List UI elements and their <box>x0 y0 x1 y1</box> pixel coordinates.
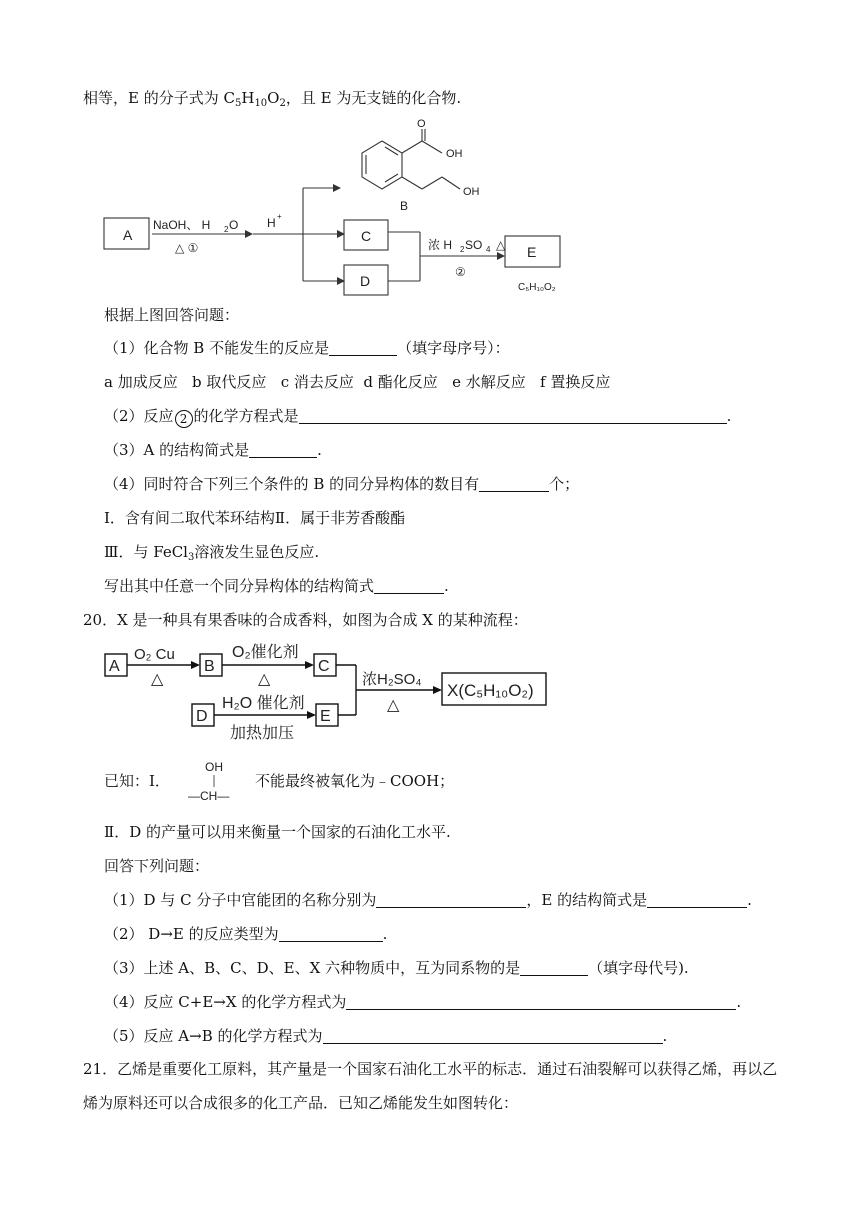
q19-q1 <box>104 338 510 358</box>
q20-q3 <box>104 958 689 978</box>
q19-q4-tail: 个； <box>549 475 580 493</box>
q20-q1-text2: ，E 的结构简式是 <box>526 891 648 909</box>
known-oh: OH <box>205 760 223 774</box>
q20-q2-text: （2） D→E 的反应类型为 <box>104 925 279 943</box>
q19-q2-blank <box>299 407 727 424</box>
intro-h: H <box>241 89 255 107</box>
scheme-so4: SO <box>465 238 483 252</box>
q19-q1-text: （1）化合物 B 不能发生的反应是 <box>104 339 330 357</box>
flow-box-x: X(C₅H₁₀O₂) <box>447 681 534 700</box>
scheme-so4-sub: 4 <box>486 245 491 254</box>
q19-write-text: 写出其中任意一个同分异构体的结构简式 <box>104 577 375 595</box>
intro-line: 相等，E 的分子式为 $C_5H_{10}O_2$，且 E 为无支链的化合物. <box>83 89 462 109</box>
q20-q1-blank1 <box>376 891 526 908</box>
synthesis-scheme-2 <box>100 638 560 748</box>
flow-o2cat: O₂催化剂 <box>232 644 299 661</box>
intro-text: 相等，E 的分子式为 C <box>83 89 235 107</box>
q20-q5 <box>104 1026 667 1046</box>
q20-title: 20．X 是一种具有果香味的合成香料，如图为合成 X 的某种流程： <box>83 611 528 629</box>
q19-q1-blank <box>329 339 397 356</box>
intro-tail: ，且 E 为无支链的化合物. <box>285 89 462 107</box>
scheme-naoh-o: O <box>229 218 239 232</box>
q20-q2-blank <box>279 925 383 942</box>
q19-q2-text2: 的化学方程式是 <box>193 407 299 425</box>
scheme-box-d: D <box>360 273 371 289</box>
q19-write-blank <box>374 577 444 594</box>
q19-write-end: . <box>444 577 449 595</box>
q20-q5-end: . <box>662 1027 668 1045</box>
q19-options: a 加成反应 b 取代反应 c 消去反应 d 酯化反应 e 水解反应 f 置换反应 <box>104 373 611 391</box>
q20-q4-text: （4）反应 C+E→X 的化学方程式为 <box>104 993 347 1011</box>
q20-q5-blank <box>323 1027 663 1044</box>
flow-box-b: B <box>204 658 215 675</box>
q19-q2 <box>104 406 731 428</box>
q19-q1-tail: （填字母序号）： <box>397 339 510 357</box>
q19-cond3-sub: 3 <box>187 552 195 563</box>
q20-q4-end: . <box>736 993 742 1011</box>
flow-box-c: C <box>318 658 330 675</box>
q19-q3-end: . <box>317 441 322 459</box>
scheme-box-e: E <box>527 244 537 260</box>
q20-known2: Ⅱ．D 的产量可以用来衡量一个国家的石油化工水平. <box>104 823 451 841</box>
q19-q2-end: . <box>726 407 732 425</box>
q20-q4 <box>104 992 741 1012</box>
scheme-box-c: C <box>361 228 372 244</box>
scheme-circle2: ② <box>455 265 466 279</box>
scheme-conc: 浓 H <box>428 238 453 252</box>
scheme-delta1: △ ① <box>175 241 199 255</box>
flow-delta2: △ <box>258 671 271 688</box>
flow-box-d: D <box>196 708 208 725</box>
q20-q3-tail: （填字母代号). <box>588 959 689 977</box>
q20-q1-text: （1）D 与 C 分子中官能团的名称分别为 <box>104 891 377 909</box>
q20-q2-end: . <box>382 925 388 943</box>
q19-cond3-tail: 溶液发生显色反应. <box>194 543 320 561</box>
scheme-e-formula: C₅H₁₀O₂ <box>518 282 556 293</box>
scheme-oh1: OH <box>446 148 463 160</box>
q19-q3-text: （3）A 的结构简式是 <box>104 441 250 459</box>
scheme-box-a: A <box>123 227 133 243</box>
flow-h2o: H₂O 催化剂 <box>222 695 305 712</box>
scheme-hplus: H <box>267 216 276 230</box>
q19-q4 <box>104 474 579 494</box>
q20-q1-blank2 <box>647 891 747 908</box>
flow-box-a: A <box>109 658 120 675</box>
q21-line1: 21．乙烯是重要化工原料，其产量是一个国家石油化工水平的标志．通过石油裂解可以获得乙烯，再以乙 <box>83 1060 778 1078</box>
q19-cond3-text: Ⅲ．与 FeCl <box>104 543 188 561</box>
q20-known-text: 不能最终被氧化为﹣COOH； <box>255 772 455 790</box>
q19-q3-blank <box>249 441 317 458</box>
scheme-o: O <box>417 118 426 130</box>
known-ch: —CH— <box>188 789 230 803</box>
q20-q5-text: （5）反应 A→B 的化学方程式为 <box>104 1027 323 1045</box>
q21-line2: 烯为原料还可以合成很多的化工产品．已知乙烯能发生如图转化： <box>83 1094 519 1112</box>
q19-write <box>104 576 449 596</box>
q19-q3 <box>104 440 322 460</box>
q19-q4-blank <box>479 475 549 492</box>
q19-q4-text: （4）同时符合下列三个条件的 B 的同分异构体的数目有 <box>104 475 480 493</box>
scheme-oh2: OH <box>463 186 480 198</box>
q20-q3-text: （3）上述 A、B、C、D、E、X 六种物质中，互为同系物的是 <box>104 959 521 977</box>
known-structure <box>185 758 250 808</box>
q19-q2-text: （2）反应 <box>104 407 174 425</box>
scheme-naoh: NaOH、 H <box>153 218 211 232</box>
intro-o: O <box>267 89 280 107</box>
scheme-label-b: B <box>400 199 409 213</box>
q20-q3-blank <box>520 959 588 976</box>
flow-o2cu: O₂ Cu <box>134 646 175 663</box>
flow-box-e: E <box>320 708 331 725</box>
scheme-conc-sub: 2 <box>460 245 465 254</box>
q20-q1-end: . <box>747 891 752 909</box>
q19-q2-circle: 2 <box>175 410 193 428</box>
flow-delta1: △ <box>151 671 164 688</box>
q20-answer: 回答下列问题： <box>104 857 210 875</box>
flow-conc: 浓H₂SO₄ <box>362 671 422 688</box>
reaction-scheme-1 <box>95 115 595 300</box>
q20-known-label: 已知：Ⅰ． <box>104 772 170 790</box>
q19-intro: 根据上图回答问题： <box>104 306 240 324</box>
scheme-delta2: △ <box>496 238 506 252</box>
flow-delta3: △ <box>387 697 400 714</box>
q20-q4-blank <box>346 993 736 1010</box>
scheme-plus: + <box>277 212 282 221</box>
q19-cond3 <box>104 542 319 562</box>
q19-cond1: Ⅰ．含有间二取代苯环结构Ⅱ．属于非芳香酸酯 <box>104 509 406 527</box>
scheme-naoh-sub: 2 <box>224 225 229 234</box>
q20-q1 <box>104 890 752 910</box>
flow-heat: 加热加压 <box>230 725 295 742</box>
q20-q2 <box>104 924 387 944</box>
